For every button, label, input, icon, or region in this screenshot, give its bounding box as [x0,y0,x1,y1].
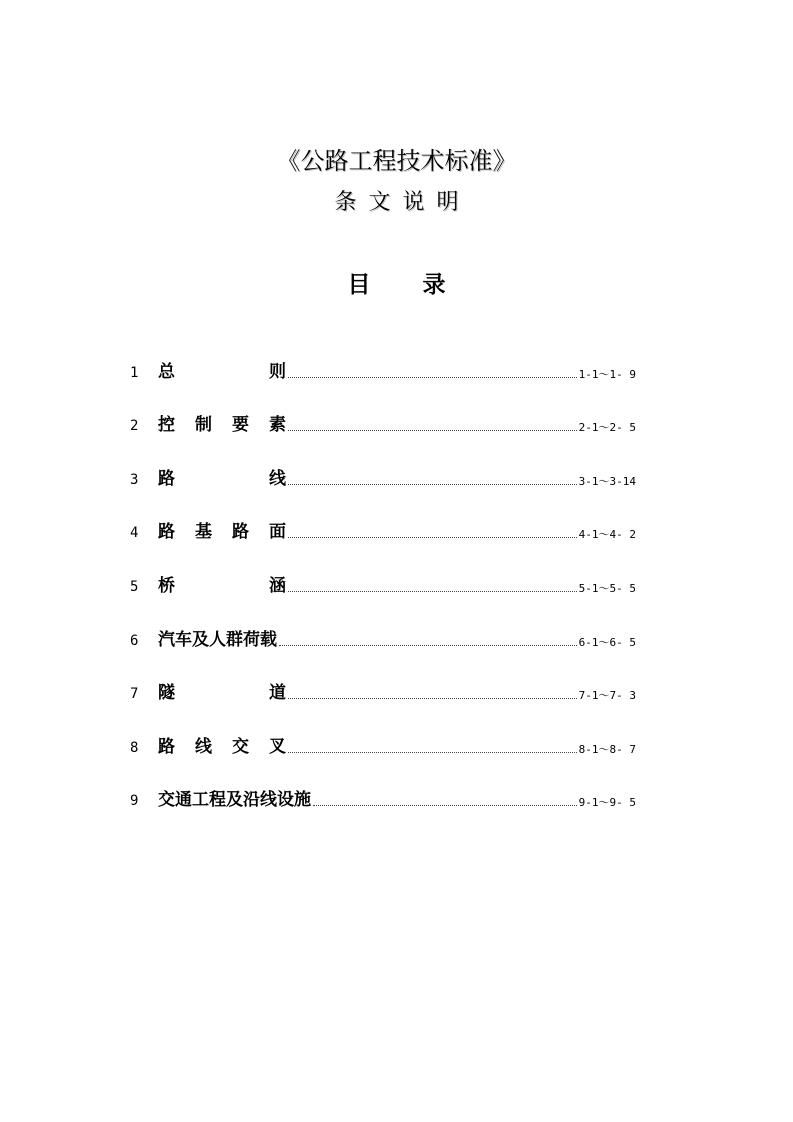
toc-entry-title: 汽车及人群荷载 [158,629,277,650]
toc-entry[interactable] [130,509,636,563]
toc-entry-pages: 2-1～2- 5 [578,421,636,435]
toc-entry-number: 4 [130,525,139,542]
toc-entry-title: 交通工程及沿线设施 [158,790,311,811]
toc-entry[interactable] [130,402,636,456]
toc-entry[interactable] [130,723,636,777]
toc-entry[interactable] [130,670,636,724]
toc-entry-number: 9 [130,793,139,810]
toc-leader-dots [313,804,577,806]
toc-leader-dots [288,536,577,538]
toc-entry-title: 控 制 要 素 [158,415,286,436]
document-title: 《公路工程技术标准》 [276,147,517,175]
toc-entry-pages: 4-1～4- 2 [578,528,636,542]
toc-entry-number: 3 [130,471,139,488]
toc-entry-title: 路 线 [158,468,286,489]
toc-entry[interactable] [130,562,636,616]
toc-leader-dots [288,697,577,699]
toc-heading-char: 录 [422,272,446,298]
toc-entry-pages: 6-1～6- 5 [578,635,636,649]
toc-entry-title: 隧 道 [158,683,286,704]
toc-leader-dots [288,429,577,431]
toc-entry-title: 路 线 交 叉 [158,736,286,757]
toc-entry[interactable] [130,348,636,402]
toc-entry-title: 桥 涵 [158,575,286,596]
toc-entry-pages: 8-1～8- 7 [578,742,636,756]
toc-leader-dots [279,644,577,646]
toc-entry[interactable] [130,455,636,509]
toc-entry-number: 6 [130,632,139,649]
toc-entry-number: 2 [130,418,139,435]
toc-entry-number: 1 [130,364,139,381]
toc-leader-dots [288,751,577,753]
toc-entry-title: 总 则 [158,361,286,382]
toc-entry-pages: 9-1～9- 5 [578,796,636,810]
toc-entry-number: 8 [130,739,139,756]
table-of-contents [130,348,636,830]
toc-entry-number: 5 [130,578,139,595]
toc-entry-pages: 3-1～3-14 [578,474,636,488]
toc-leader-dots [288,483,577,485]
toc-leader-dots [288,590,577,592]
toc-entry[interactable] [130,777,636,831]
toc-heading-char: 目 [347,272,371,298]
document-subtitle: 条文说明 [334,190,471,215]
toc-entry-number: 7 [130,686,139,703]
toc-leader-dots [288,376,577,378]
toc-entry-pages: 1-1～1- 9 [578,367,636,381]
toc-entry-pages: 7-1～7- 3 [578,689,636,703]
toc-entry-pages: 5-1～5- 5 [578,581,636,595]
toc-heading [0,269,793,301]
toc-entry[interactable] [130,616,636,670]
toc-entry-title: 路 基 路 面 [158,522,286,543]
